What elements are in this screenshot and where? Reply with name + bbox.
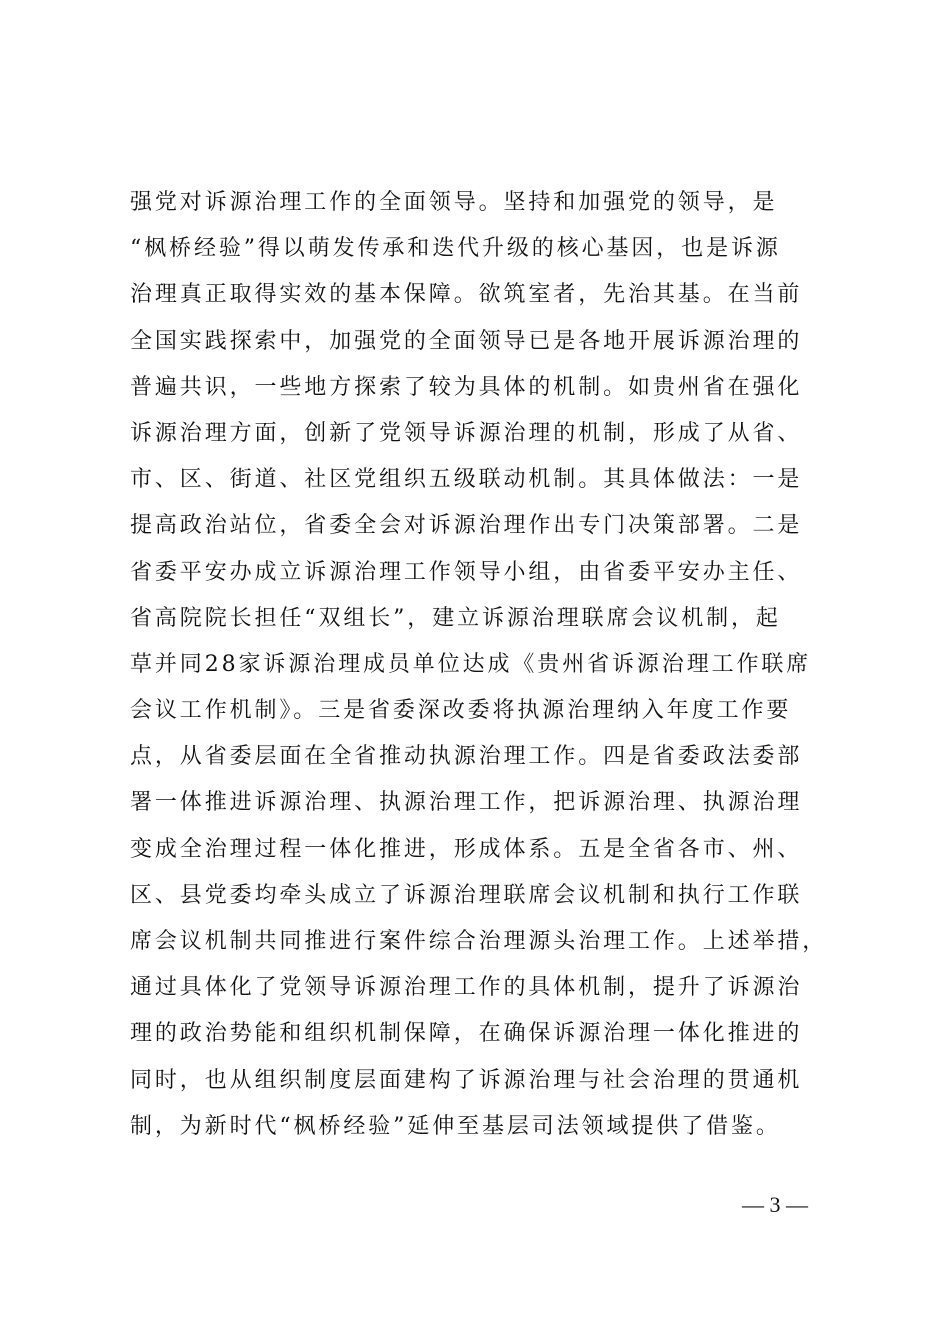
text-line: 通过具体化了党领导诉源治理工作的具体机制，提升了诉源治 (130, 975, 803, 1001)
text-line: 全国实践探索中，加强党的全面领导已是各地开展诉源治理的 (130, 328, 803, 354)
text-line: 变成全治理过程一体化推进，形成体系。五是全省各市、州、 (130, 836, 803, 862)
text-line: 同时，也从组织制度层面建构了诉源治理与社会治理的贯通机 (130, 1067, 803, 1093)
page-number: — 3 — (742, 1192, 808, 1217)
text-line: 席会议机制共同推进行案件综合治理源头治理工作。上述举措， (130, 929, 828, 954)
text-line: 点，从省委层面在全省推动执源治理工作。四是省委政法委部 (130, 744, 803, 770)
text-line: 普遍共识，一些地方探索了较为具体的机制。如贵州省在强化 (130, 374, 803, 400)
text-line: 会议工作机制》。三是省委深改委将执源治理纳入年度工作要 (130, 698, 792, 724)
text-line: “枫桥经验”得以萌发传承和迭代升级的核心基因，也是诉源 (130, 236, 781, 262)
text-line: 治理真正取得实效的基本保障。欲筑室者，先治其基。在当前 (130, 282, 803, 308)
text-line: 提高政治站位，省委全会对诉源治理作出专门决策部署。二是 (130, 513, 803, 539)
text-line: 区、县党委均牵头成立了诉源治理联席会议机制和执行工作联 (130, 882, 803, 908)
text-line: 诉源治理方面，创新了党领导诉源治理的机制，形成了从省、 (130, 420, 803, 446)
text-line: 制，为新时代“枫桥经验”延伸至基层司法领域提供了借鉴。 (130, 1113, 781, 1139)
text-line: 署一体推进诉源治理、执源治理工作，把诉源治理、执源治理 (130, 790, 803, 816)
text-line: 理的政治势能和组织机制保障，在确保诉源治理一体化推进的 (130, 1021, 803, 1047)
text-line: 草并同28家诉源治理成员单位达成《贵州省诉源治理工作联席 (130, 651, 812, 677)
text-line: 省高院院长担任“双组长”，建立诉源治理联席会议机制，起 (130, 605, 781, 631)
body-paragraph (130, 180, 830, 1150)
text-line: 强党对诉源治理工作的全面领导。坚持和加强党的领导，是 (130, 190, 778, 215)
text-line: 市、区、街道、社区党组织五级联动机制。其具体做法：一是 (130, 467, 803, 493)
text-line: 省委平安办成立诉源治理工作领导小组，由省委平安办主任、 (130, 559, 803, 585)
